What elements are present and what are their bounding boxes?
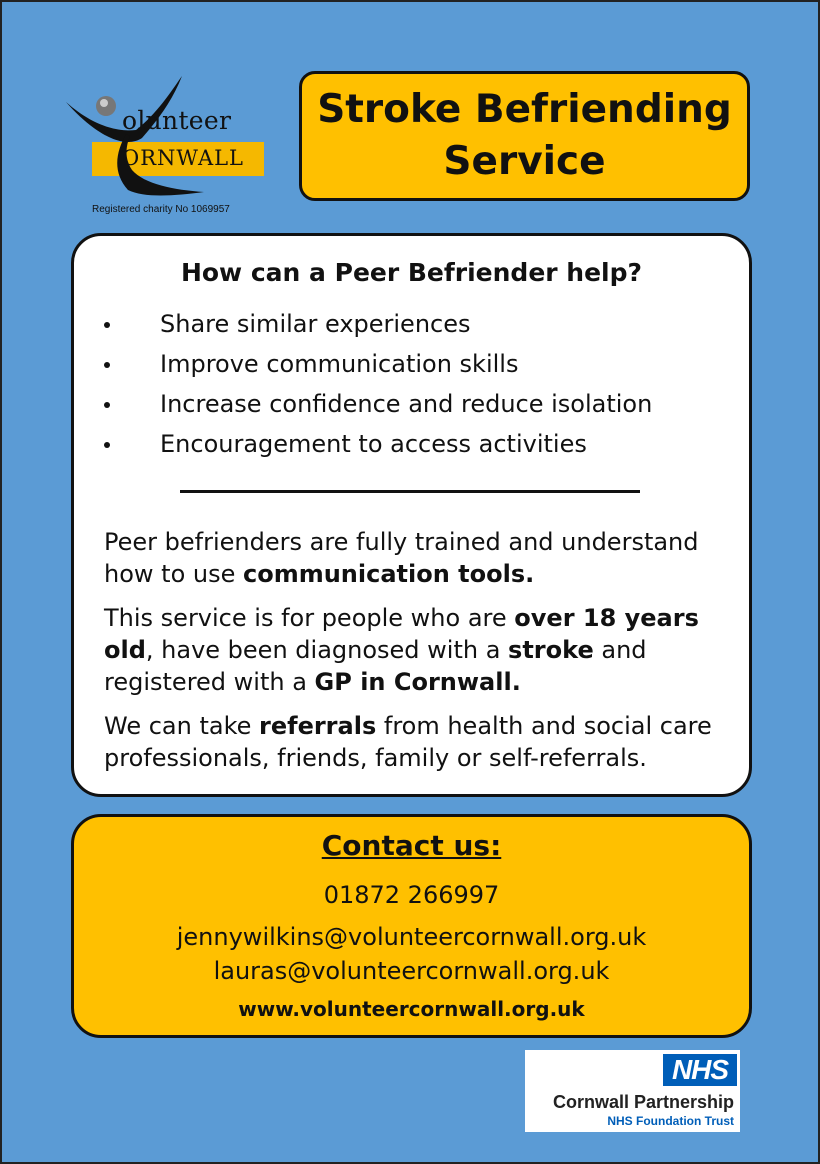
title-box [299, 71, 750, 201]
contact-heading: Contact us: [321, 829, 502, 862]
nhs-logo [525, 1050, 740, 1132]
page-title: Stroke Befriending Service [317, 87, 732, 184]
logo-wordmark-volunteer: olunteer [122, 106, 232, 135]
bullet-icon [104, 442, 110, 448]
list-item [104, 350, 652, 390]
list-item [104, 310, 652, 350]
benefit-list [104, 310, 652, 470]
logo-wordmark-cornwall: ORNWALL [122, 146, 244, 170]
paragraph-emphasis: referrals [259, 712, 377, 740]
logo-figure-icon [64, 72, 274, 202]
volunteer-cornwall-logo [64, 72, 274, 222]
training-paragraph [104, 526, 734, 590]
list-item-text: Encouragement to access activities [160, 430, 587, 458]
info-heading: How can a Peer Befriender help? [180, 258, 643, 287]
paragraph-text: , have been diagnosed with a [145, 636, 509, 664]
paragraph-text: This service is for people who are [104, 604, 515, 632]
website-link[interactable]: www.volunteercornwall.org.uk [238, 997, 585, 1021]
list-item-text: Share similar experiences [160, 310, 471, 338]
list-item-text: Increase confidence and reduce isolation [160, 390, 653, 418]
bullet-icon [104, 402, 110, 408]
list-item-text: Improve communication skills [160, 350, 519, 378]
bullet-icon [104, 322, 110, 328]
nhs-badge: NHS [663, 1054, 737, 1086]
charity-number: Registered charity No 1069957 [92, 204, 230, 215]
paragraph-text: Peer befrienders are fully trained and understand how to use [104, 528, 699, 588]
eligibility-paragraph [104, 602, 734, 698]
info-panel [71, 233, 752, 797]
paragraph-text: from health and social care professionals, friends, family or self-referrals. [104, 712, 712, 772]
contact-phone[interactable]: 01872 266997 [323, 881, 500, 909]
paragraph-emphasis: stroke [508, 636, 594, 664]
paragraph-emphasis: GP in Cornwall. [314, 668, 521, 696]
paragraph-emphasis: communication tools. [242, 560, 535, 588]
contact-email-jenny[interactable]: jennywilkins@volunteercornwall.org.uk [176, 923, 647, 951]
paragraph-text: We can take [104, 712, 260, 740]
list-item [104, 430, 652, 470]
contact-email-laura[interactable]: lauras@volunteercornwall.org.uk [213, 957, 610, 985]
contact-panel [71, 814, 752, 1038]
paragraph-text: and registered with a [104, 636, 647, 696]
nhs-trust-name: NHS Foundation Trust [607, 1114, 734, 1128]
nhs-org-name: Cornwall Partnership [552, 1092, 734, 1112]
paragraph-emphasis: over 18 years old [104, 604, 699, 664]
bullet-icon [104, 362, 110, 368]
referrals-paragraph [104, 710, 734, 774]
divider [180, 490, 640, 493]
list-item [104, 390, 652, 430]
